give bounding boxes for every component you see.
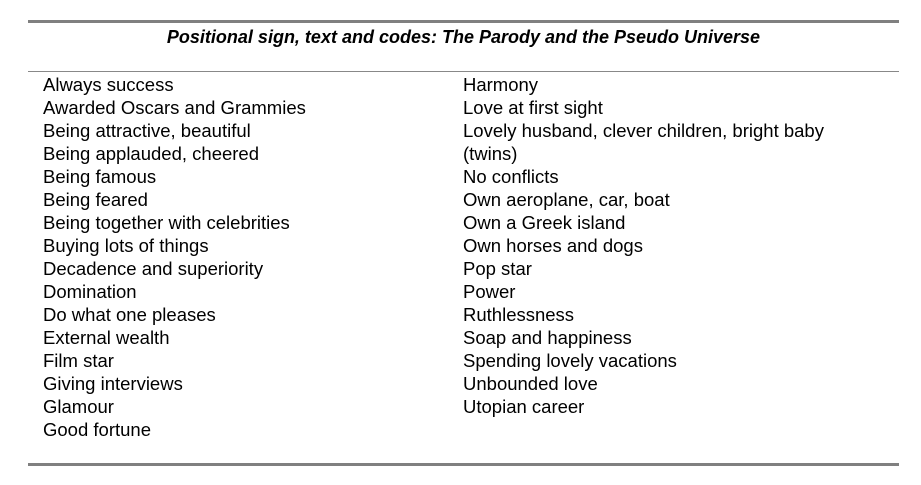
list-item: Buying lots of things <box>43 235 209 256</box>
list-item: Being famous <box>43 166 157 187</box>
list-item: Giving interviews <box>43 373 183 394</box>
list-item: Soap and happiness <box>463 327 632 348</box>
list-item: Pop star <box>463 258 532 279</box>
right-column-list <box>463 73 893 418</box>
list-item: Lovely husband, clever children, bright baby <box>463 120 824 141</box>
list-item: Utopian career <box>463 396 585 417</box>
list-item: Harmony <box>463 74 539 95</box>
list-item: Own aeroplane, car, boat <box>463 189 670 210</box>
list-item: No conflicts <box>463 166 559 187</box>
list-item: Being feared <box>43 189 148 210</box>
list-item: Love at first sight <box>463 97 603 118</box>
list-item: Do what one pleases <box>43 304 216 325</box>
list-item: Own a Greek island <box>463 212 626 233</box>
list-item: Being together with celebrities <box>43 212 290 233</box>
list-item: Awarded Oscars and Grammies <box>43 97 306 118</box>
list-item: External wealth <box>43 327 170 348</box>
list-item: Spending lovely vacations <box>463 350 677 371</box>
list-item: Unbounded love <box>463 373 598 394</box>
list-item: Always success <box>43 74 174 95</box>
list-item: Being applauded, cheered <box>43 143 260 164</box>
table-top-rule <box>28 20 899 23</box>
list-item: Film star <box>43 350 114 371</box>
left-column-list <box>43 73 443 441</box>
table-bottom-rule <box>28 463 899 466</box>
list-item: Good fortune <box>43 419 151 440</box>
list-item: Glamour <box>43 396 114 417</box>
list-item: (twins) <box>463 143 518 164</box>
list-item: Domination <box>43 281 137 302</box>
table-title: Positional sign, text and codes: The Parody and the Pseudo Universe <box>166 27 761 47</box>
list-item: Power <box>463 281 516 302</box>
list-item: Decadence and superiority <box>43 258 264 279</box>
table-header-rule <box>28 71 899 72</box>
list-item: Being attractive, beautiful <box>43 120 251 141</box>
list-item: Own horses and dogs <box>463 235 643 256</box>
list-item: Ruthlessness <box>463 304 575 325</box>
